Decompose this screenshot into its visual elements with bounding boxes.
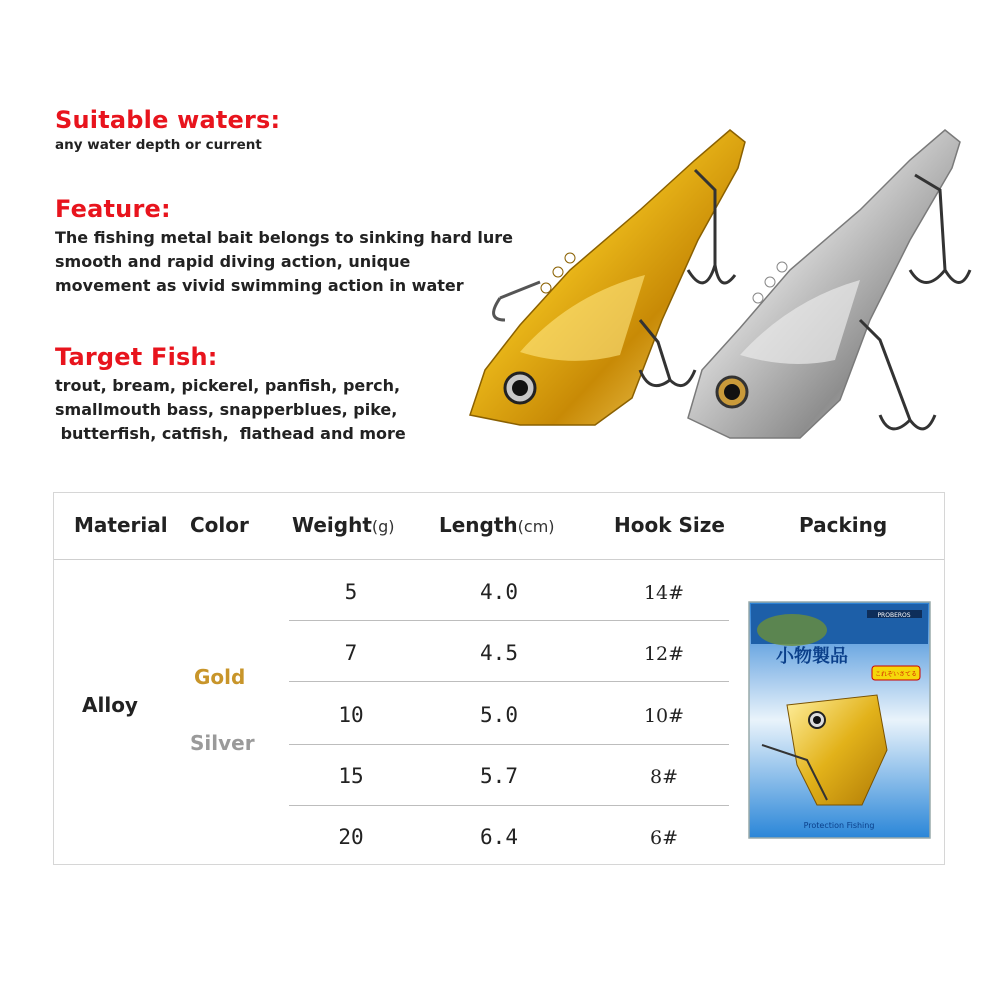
weight-cell: 15 [338,764,364,788]
feature-line: smooth and rapid diving action, unique [55,252,411,271]
feature-line: The fishing metal bait belongs to sinking hard lure [55,228,513,247]
target-fish-line: trout, bream, pickerel, panfish, perch, [55,376,401,395]
suitable-waters-text [55,136,262,154]
target-fish-text [55,374,406,446]
package-badge: これぞいさてる [874,671,918,678]
weight-cell: 20 [338,825,364,849]
header-length [439,513,555,537]
header-weight-unit: (g) [371,517,395,536]
header-packing: Packing [799,513,888,537]
length-cell: 4.0 [480,580,518,604]
hook-cell: 6# [649,827,678,849]
suitable-waters-title: Suitable waters: [55,106,281,134]
package-title: 小物製品 [776,646,848,667]
weight-cell: 7 [344,641,358,665]
package-footer: Protection Fishing [803,821,875,830]
hook-cell: 8# [649,766,678,788]
length-cell: 5.0 [480,703,518,727]
target-fish-line: butterfish, catfish, flathead and more [55,424,406,443]
suitable-waters-line: any water depth or current [55,137,262,153]
header-material: Material [74,513,168,537]
header-weight-label: Weight [292,513,372,537]
header-hook-size: Hook Size [614,513,725,537]
target-fish-line: smallmouth bass, snapperblues, pike, [55,400,398,419]
hook-cell: 10# [643,705,685,727]
header-length-unit: (cm) [517,517,555,536]
feature-title: Feature: [55,195,171,223]
packing-image [747,600,932,840]
material-value: Alloy [82,693,138,717]
length-cell: 4.5 [480,641,518,665]
weight-cell: 5 [344,580,358,604]
spec-table [53,492,945,865]
row-divider [289,681,729,682]
row-divider [289,805,729,806]
hook-cell: 14# [643,582,685,604]
length-cell: 6.4 [480,825,518,849]
row-divider [289,620,729,621]
weight-cell: 10 [338,703,364,727]
row-divider [289,744,729,745]
color-gold: Gold [194,665,246,689]
color-silver: Silver [190,731,255,755]
feature-line: movement as vivid swimming action in water [55,276,464,295]
target-fish-title: Target Fish: [55,343,218,371]
table-header [54,493,944,560]
package-brand: PROBEROS [877,612,911,619]
header-weight [292,513,395,537]
header-length-label: Length [439,513,518,537]
length-cell: 5.7 [480,764,518,788]
header-color: Color [190,513,249,537]
hook-cell: 12# [643,643,685,665]
lure-illustration [440,120,990,450]
